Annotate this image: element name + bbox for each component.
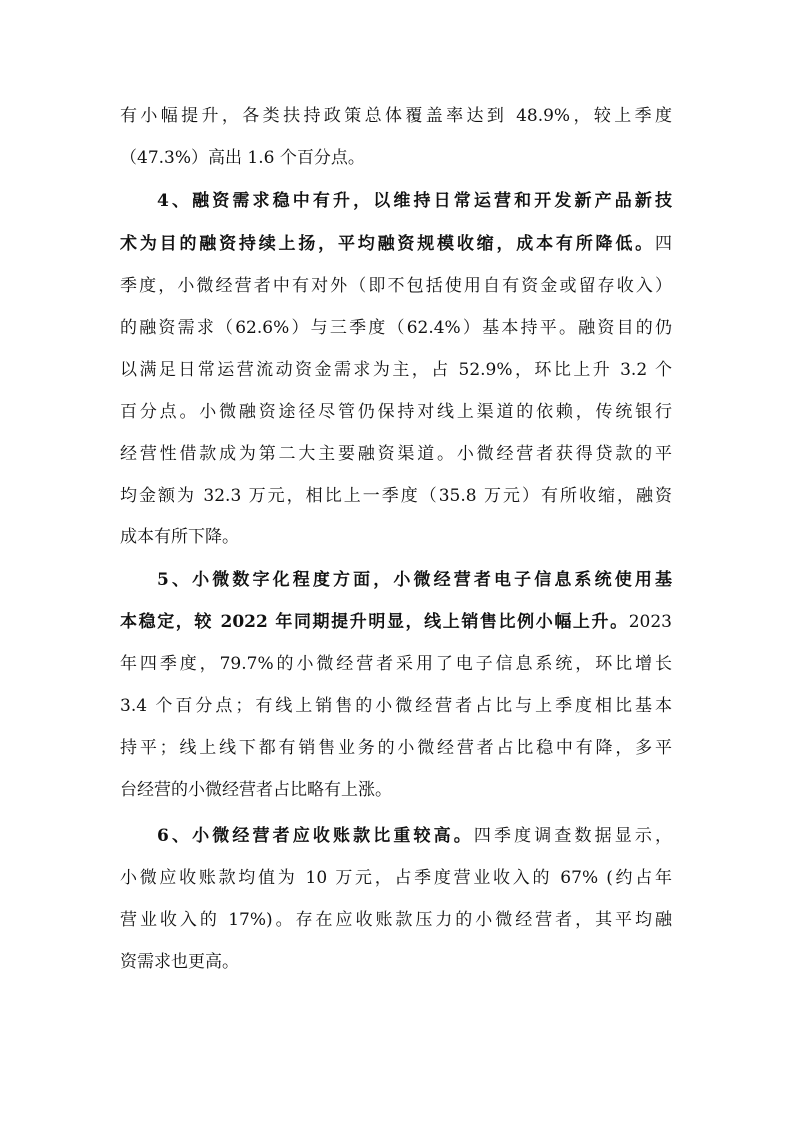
text-run: 的融资需求（62.6%）与三季度（62.4%）基本持平。融资目的仍 xyxy=(120,318,672,338)
text-line xyxy=(120,395,672,429)
bold-heading: 本稳定，较 2022 年同期提升明显，线上销售比例小幅上升。 xyxy=(120,612,629,632)
text-line xyxy=(120,99,672,133)
text-line xyxy=(120,269,672,303)
text-run: 四季度调查数据显示， xyxy=(473,826,673,846)
text-run: 资需求也更高。 xyxy=(120,952,239,972)
text-line xyxy=(120,903,672,937)
text-run: 2023 xyxy=(628,612,672,632)
text-line xyxy=(120,227,672,261)
text-line xyxy=(120,647,672,681)
text-run: 成本有所下降。 xyxy=(120,527,239,547)
text-run: 经营性借款成为第二大主要融资渠道。小微经营者获得贷款的平 xyxy=(120,444,672,464)
text-line xyxy=(120,605,672,639)
text-line xyxy=(157,563,672,597)
text-run: 四 xyxy=(655,234,672,254)
text-line xyxy=(120,311,672,345)
text-run: 3.4 个百分点；有线上销售的小微经营者占比与上季度相比基本 xyxy=(120,696,672,716)
bold-heading: 6、小微经营者应收账款比重较高。 xyxy=(157,826,474,846)
bold-heading: 5、小微数字化程度方面，小微经营者电子信息系统使用基 xyxy=(157,570,672,590)
text-run: 年四季度，79.7%的小微经营者采用了电子信息系统，环比增长 xyxy=(120,654,672,674)
text-run: 季度，小微经营者中有对外（即不包括使用自有资金或留存收入） xyxy=(120,276,672,296)
text-line xyxy=(120,141,672,175)
text-line xyxy=(120,945,672,979)
text-run: 台经营的小微经营者占比略有上涨。 xyxy=(120,780,392,800)
text-line xyxy=(120,353,672,387)
text-run: 小微应收账款均值为 10 万元，占季度营业收入的 67% (约占年 xyxy=(120,868,672,888)
text-line xyxy=(120,689,672,723)
text-line xyxy=(120,861,672,895)
text-run: （47.3%）高出 1.6 个百分点。 xyxy=(120,148,365,168)
text-run: 均金额为 32.3 万元，相比上一季度（35.8 万元）有所收缩，融资 xyxy=(120,486,672,506)
bold-heading: 术为目的融资持续上扬，平均融资规模收缩，成本有所降低。 xyxy=(120,234,655,254)
text-run: 营业收入的 17%)。存在应收账款压力的小微经营者，其平均融 xyxy=(120,910,672,930)
text-run: 以满足日常运营流动资金需求为主，占 52.9%，环比上升 3.2 个 xyxy=(120,360,672,380)
text-line xyxy=(157,184,672,218)
text-line xyxy=(120,479,672,513)
text-line xyxy=(157,819,672,853)
text-line xyxy=(120,437,672,471)
text-run: 有小幅提升，各类扶持政策总体覆盖率达到 48.9%，较上季度 xyxy=(120,106,672,126)
text-line xyxy=(120,773,672,807)
bold-heading: 4、融资需求稳中有升，以维持日常运营和开发新产品新技 xyxy=(157,191,672,211)
text-line xyxy=(120,520,672,554)
text-line xyxy=(120,731,672,765)
text-run: 百分点。小微融资途径尽管仍保持对线上渠道的依赖，传统银行 xyxy=(120,402,672,422)
text-run: 持平；线上线下都有销售业务的小微经营者占比稳中有降，多平 xyxy=(120,738,672,758)
